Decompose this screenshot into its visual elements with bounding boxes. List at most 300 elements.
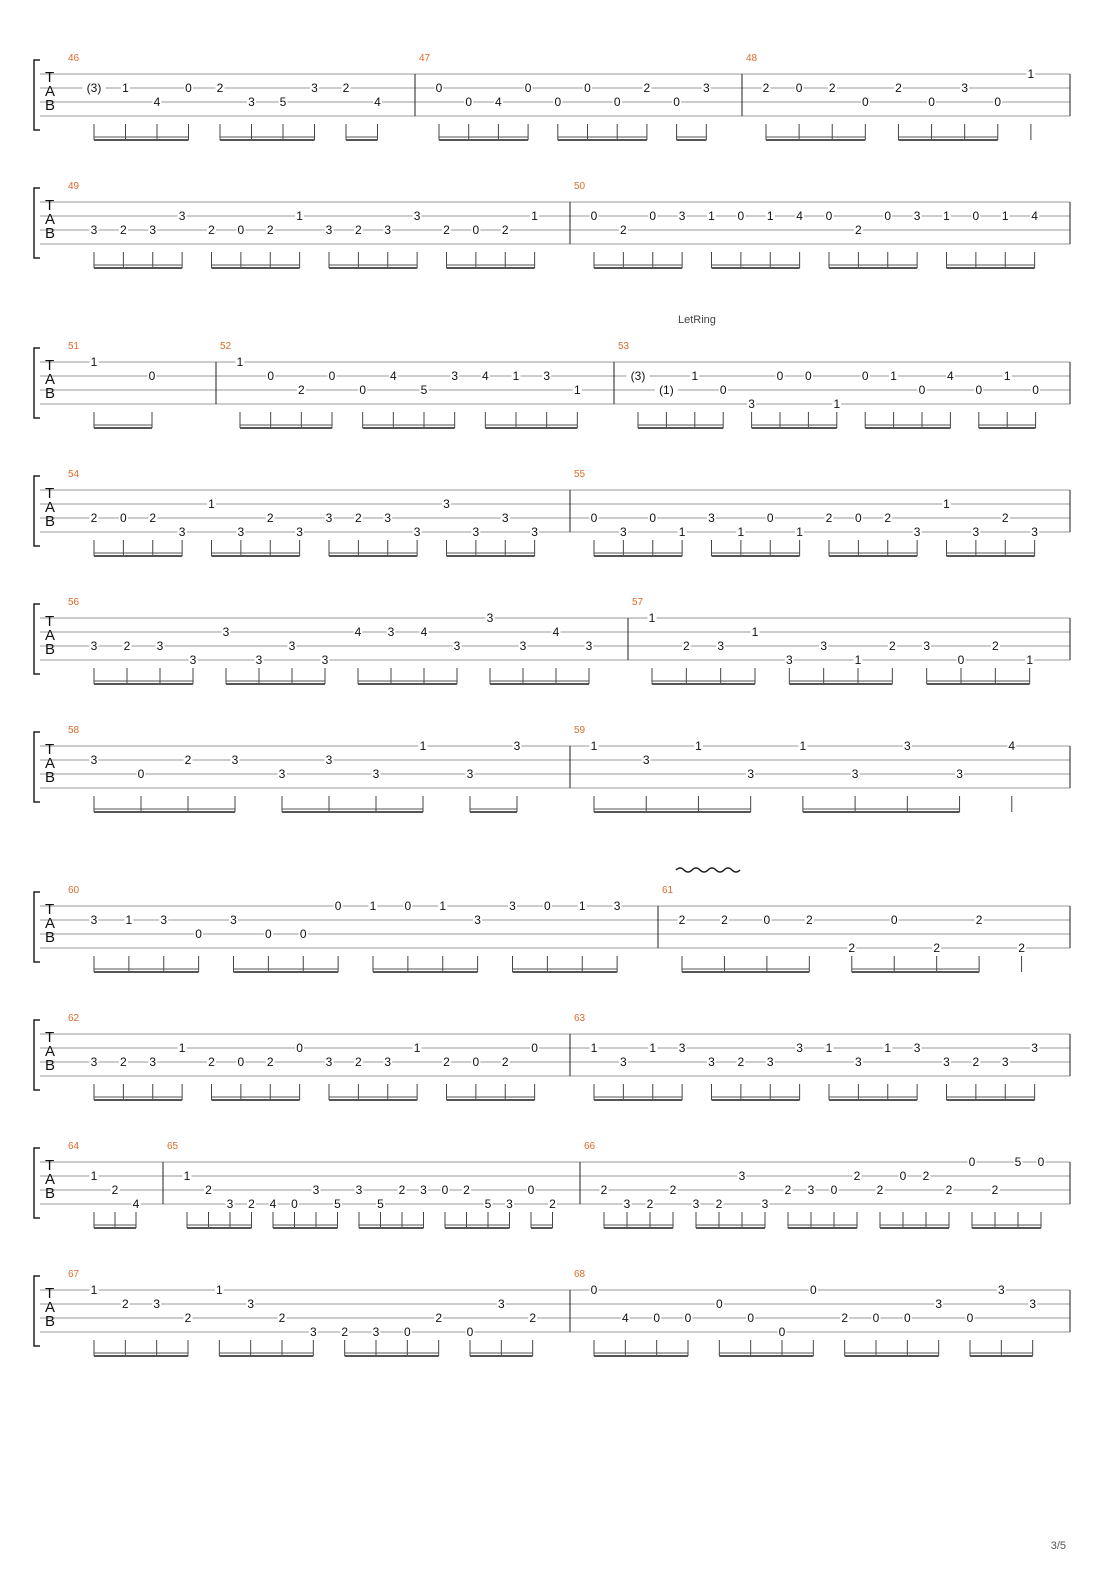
fret-note: 3: [325, 223, 333, 237]
fret-note: 0: [861, 95, 869, 109]
fret-note: 1: [799, 739, 807, 753]
measure-number: 54: [68, 469, 80, 480]
fret-note: 3: [231, 753, 239, 767]
tab-clef-letter: B: [45, 1185, 56, 1202]
tab-clef-letter: T: [45, 613, 55, 630]
fret-note: 4: [621, 1311, 629, 1325]
measure-number: 66: [584, 1141, 596, 1152]
fret-note: 2: [111, 1183, 119, 1197]
fret-note: 2: [463, 1183, 470, 1197]
page-number: 3/5: [1050, 1540, 1066, 1552]
fret-note: 3: [738, 1169, 746, 1183]
fret-note: (3): [86, 81, 102, 95]
fret-note: 1: [590, 1041, 598, 1055]
fret-note: 1: [573, 383, 581, 397]
fret-note: 3: [90, 1055, 98, 1069]
tab-clef-letter: B: [45, 225, 56, 242]
measure-number: 47: [419, 53, 431, 64]
fret-note: 3: [702, 81, 710, 95]
tab-clef-letter: T: [45, 1029, 55, 1046]
fret-note: 3: [384, 1055, 392, 1069]
fret-note: 2: [922, 1169, 930, 1183]
fret-note: 4: [796, 209, 803, 223]
fret-note: 0: [649, 511, 657, 525]
fret-note: 1: [413, 1041, 421, 1055]
fret-note: 0: [404, 899, 412, 913]
fret-note: 0: [918, 383, 926, 397]
fret-note: 3: [748, 397, 755, 411]
fret-note: 3: [486, 611, 494, 625]
measure: [574, 725, 1016, 812]
measure-number: 63: [574, 1013, 586, 1024]
fret-note: 3: [997, 1283, 1005, 1297]
fret-note: 2: [501, 223, 509, 237]
system-bracket: [34, 60, 40, 130]
fret-note: 3: [372, 767, 380, 781]
fret-note: 1: [691, 369, 699, 383]
fret-note: 0: [472, 1055, 480, 1069]
fret-note: 3: [807, 1183, 815, 1197]
fret-note: 4: [1031, 209, 1038, 223]
fret-note: 3: [325, 1055, 333, 1069]
fret-note: 2: [398, 1183, 406, 1197]
system-bracket: [34, 732, 40, 802]
fret-note: 2: [643, 81, 651, 95]
fret-note: 3: [312, 1183, 320, 1197]
fret-note: 2: [888, 639, 896, 653]
measure: [68, 725, 522, 812]
fret-note: 2: [208, 223, 215, 237]
measure: [584, 1141, 1046, 1228]
fret-note: 3: [956, 767, 963, 781]
fret-note: 3: [90, 223, 98, 237]
fret-note: 3: [747, 767, 755, 781]
fret-note: 1: [1026, 653, 1034, 667]
fret-note: (3): [630, 369, 646, 383]
fret-note: 3: [519, 639, 527, 653]
measure-number: 64: [68, 1141, 80, 1152]
tab-clef-letter: T: [45, 485, 55, 502]
fret-note: 0: [855, 511, 862, 525]
fret-note: 1: [178, 1041, 186, 1055]
system-bracket: [34, 1276, 40, 1346]
fret-note: 3: [288, 639, 296, 653]
fret-note: 2: [435, 1311, 443, 1325]
fret-note: 2: [991, 639, 999, 653]
fret-note: 3: [766, 1055, 774, 1069]
fret-note: 3: [296, 525, 303, 539]
fret-note: 3: [178, 525, 186, 539]
measure: [68, 1269, 537, 1356]
fret-note: 0: [544, 899, 551, 913]
tab-clef-letter: A: [45, 211, 56, 228]
fret-note: 0: [465, 95, 473, 109]
fret-note: 4: [947, 369, 954, 383]
fret-note: 1: [943, 209, 950, 223]
measure-number: 59: [574, 725, 586, 736]
fret-note: 0: [737, 209, 745, 223]
fret-note: 0: [466, 1325, 474, 1339]
fret-note: 2: [975, 913, 983, 927]
fret-note: 0: [328, 369, 336, 383]
fret-note: 2: [90, 511, 98, 525]
tab-clef-letter: A: [45, 1299, 56, 1316]
measure: [220, 341, 582, 428]
fret-note: 3: [913, 1041, 921, 1055]
tab-clef-letter: A: [45, 915, 56, 932]
tab-clef-letter: B: [45, 1057, 56, 1074]
fret-note: 1: [695, 739, 702, 753]
fret-note: 0: [1037, 1155, 1045, 1169]
fret-note: 0: [524, 81, 532, 95]
fret-note: 2: [123, 639, 131, 653]
fret-note: 0: [899, 1169, 907, 1183]
measure: [68, 341, 157, 428]
fret-note: 1: [90, 1283, 98, 1297]
fret-note: 2: [721, 913, 728, 927]
fret-note: 3: [466, 767, 474, 781]
fret-note: 0: [776, 369, 784, 383]
tab-system: [34, 885, 1070, 972]
fret-note: 3: [1001, 1055, 1009, 1069]
fret-note: 2: [549, 1197, 556, 1211]
fret-note: 3: [255, 653, 263, 667]
tab-system: [34, 597, 1070, 684]
fret-note: 0: [237, 223, 245, 237]
fret-note: 1: [766, 209, 774, 223]
fret-note: 0: [531, 1041, 538, 1055]
fret-note: 2: [841, 1311, 849, 1325]
fret-note: 0: [441, 1183, 449, 1197]
fret-note: 0: [334, 899, 342, 913]
fret-note: 4: [132, 1197, 140, 1211]
measure: [68, 597, 594, 684]
fret-note: 2: [266, 223, 274, 237]
tab-clef-letter: T: [45, 901, 55, 918]
fret-note: 3: [913, 209, 921, 223]
fret-note: 2: [341, 1325, 349, 1339]
fret-note: 0: [554, 95, 562, 109]
fret-note: 0: [590, 209, 598, 223]
fret-note: 3: [678, 1041, 686, 1055]
fret-note: 0: [584, 81, 591, 95]
fret-note: 0: [403, 1325, 411, 1339]
fret-note: 1: [708, 209, 715, 223]
fret-note: 3: [309, 1325, 317, 1339]
fret-note: 3: [160, 913, 168, 927]
fret-note: 1: [1027, 67, 1035, 81]
tab-clef-letter: B: [45, 385, 56, 402]
tab-clef-letter: B: [45, 1313, 56, 1330]
tab-clef-letter: B: [45, 929, 56, 946]
system-bracket: [34, 1020, 40, 1090]
fret-note: 3: [355, 1183, 363, 1197]
fret-note: 3: [178, 209, 186, 223]
fret-note: 4: [495, 95, 502, 109]
measure-number: 46: [68, 53, 80, 64]
system-bracket: [34, 348, 40, 418]
fret-note: 0: [673, 95, 680, 109]
tab-clef-letter: B: [45, 769, 56, 786]
measure-number: 55: [574, 469, 586, 480]
measure: [662, 885, 1026, 972]
measure-number: 48: [746, 53, 758, 64]
fret-note: 3: [248, 95, 255, 109]
fret-note: 3: [1029, 1297, 1037, 1311]
tab-clef-letter: A: [45, 83, 56, 100]
measure: [68, 1013, 539, 1100]
fret-note: 3: [387, 625, 395, 639]
fret-note: 0: [805, 369, 812, 383]
fret-note: 2: [945, 1183, 953, 1197]
fret-note: 2: [895, 81, 902, 95]
fret-note: 3: [413, 525, 421, 539]
fret-note: 3: [149, 1055, 157, 1069]
fret-note: 3: [474, 913, 481, 927]
fret-note: 2: [355, 223, 362, 237]
measure: [574, 1269, 1037, 1356]
system-bracket: [34, 604, 40, 674]
tab-clef-letter: A: [45, 371, 56, 388]
fret-note: 3: [325, 511, 333, 525]
system-bracket: [34, 188, 40, 258]
fret-note: 5: [484, 1197, 492, 1211]
fret-note: 2: [121, 1297, 129, 1311]
fret-note: 1: [737, 525, 745, 539]
fret-note: 0: [590, 511, 598, 525]
fret-note: 3: [943, 1055, 950, 1069]
measure: [618, 341, 1040, 428]
measure: [167, 1141, 557, 1228]
fret-note: 1: [578, 899, 586, 913]
fret-note: 1: [1003, 369, 1011, 383]
fret-note: 3: [226, 1197, 234, 1211]
tab-system: [34, 53, 1070, 140]
fret-note: 3: [149, 223, 157, 237]
tab-clef-letter: T: [45, 741, 55, 758]
fret-note: 3: [972, 525, 980, 539]
fret-note: 3: [1031, 1041, 1038, 1055]
fret-note: 3: [443, 497, 450, 511]
fret-note: 2: [646, 1197, 654, 1211]
measure-number: 57: [632, 597, 644, 608]
fret-note: 3: [506, 1197, 513, 1211]
fret-note: 0: [766, 511, 774, 525]
fret-note: 4: [389, 369, 397, 383]
fret-note: 3: [692, 1197, 700, 1211]
fret-note: 3: [509, 899, 516, 913]
fret-note: 1: [531, 209, 538, 223]
fret-note: 3: [311, 81, 318, 95]
fret-note: 0: [719, 383, 727, 397]
fret-note: 1: [884, 1041, 892, 1055]
tab-clef-letter: A: [45, 755, 56, 772]
fret-note: 1: [890, 369, 897, 383]
tab-clef-letter: T: [45, 69, 55, 86]
fret-note: 1: [825, 1041, 833, 1055]
fret-note: 3: [796, 1041, 803, 1055]
fret-note: 1: [943, 497, 950, 511]
fret-note: 0: [527, 1183, 535, 1197]
measure: [68, 181, 539, 268]
tab-system: [34, 341, 1070, 428]
fret-note: 2: [715, 1197, 723, 1211]
fret-note: 2: [266, 511, 274, 525]
fret-note: 3: [708, 1055, 715, 1069]
fret-note: 2: [355, 1055, 362, 1069]
fret-note: 1: [648, 611, 656, 625]
fret-note: 0: [890, 913, 898, 927]
measure: [68, 1141, 141, 1228]
fret-note: 3: [623, 1197, 631, 1211]
fret-note: 2: [784, 1183, 792, 1197]
measure-number: 62: [68, 1013, 80, 1024]
fret-note: 3: [90, 913, 98, 927]
fret-note: 4: [354, 625, 362, 639]
fret-note: 3: [531, 525, 538, 539]
fret-note: 0: [809, 1283, 817, 1297]
fret-note: 2: [825, 511, 833, 525]
fret-note: 3: [321, 653, 329, 667]
tab-system: [34, 469, 1070, 556]
fret-note: 3: [153, 1297, 161, 1311]
fret-note: 3: [851, 767, 859, 781]
measure-number: 52: [220, 341, 232, 352]
fret-note: 0: [649, 209, 657, 223]
fret-note: 1: [796, 525, 803, 539]
measure: [632, 597, 1034, 684]
fret-note: 0: [472, 223, 480, 237]
fret-note: 2: [120, 1055, 127, 1069]
fret-note: 1: [649, 1041, 657, 1055]
fret-note: 3: [717, 639, 725, 653]
fret-note: 1: [236, 355, 244, 369]
fret-note: 3: [935, 1297, 943, 1311]
system-bracket: [34, 1148, 40, 1218]
system-bracket: [34, 476, 40, 546]
fret-note: 4: [374, 95, 381, 109]
fret-note: 0: [435, 81, 443, 95]
fret-note: 4: [552, 625, 560, 639]
measure: [574, 181, 1039, 268]
fret-note: 3: [923, 639, 931, 653]
fret-note: 2: [355, 511, 362, 525]
fret-note: 2: [991, 1183, 999, 1197]
fret-note: 3: [497, 1297, 505, 1311]
tab-clef-letter: T: [45, 1285, 55, 1302]
fret-note: 3: [278, 767, 286, 781]
fret-note: 3: [613, 899, 621, 913]
fret-note: 2: [529, 1311, 537, 1325]
fret-note: 3: [472, 525, 480, 539]
fret-note: 5: [377, 1197, 384, 1211]
fret-note: 2: [1018, 941, 1025, 955]
fret-note: 3: [247, 1297, 255, 1311]
fret-note: 1: [296, 209, 303, 223]
fret-note: 0: [267, 369, 275, 383]
fret-note: 3: [384, 223, 392, 237]
fret-note: 1: [208, 497, 215, 511]
fret-note: 1: [419, 739, 427, 753]
fret-note: 3: [451, 369, 459, 383]
fret-note: 2: [933, 941, 941, 955]
fret-note: 3: [501, 511, 509, 525]
tab-clef-letter: T: [45, 357, 55, 374]
fret-note: 2: [884, 511, 892, 525]
let-ring-marker: LetRing: [678, 314, 716, 326]
fret-note: 0: [957, 653, 965, 667]
fret-note: 0: [590, 1283, 598, 1297]
tab-system: [34, 1013, 1070, 1100]
fret-note: 0: [795, 81, 803, 95]
fret-note: 0: [185, 81, 192, 95]
fret-note: 0: [359, 383, 367, 397]
fret-note: 1: [512, 369, 520, 383]
fret-note: 5: [279, 95, 287, 109]
tab-clef-letter: B: [45, 97, 56, 114]
fret-note: 0: [884, 209, 892, 223]
fret-note: 4: [269, 1197, 277, 1211]
tab-system: [34, 1269, 1070, 1356]
fret-note: 3: [855, 1055, 862, 1069]
fret-note: 2: [443, 223, 450, 237]
measure-number: 65: [167, 1141, 179, 1152]
fret-note: 3: [620, 1055, 627, 1069]
fret-note: 4: [153, 95, 161, 109]
tab-system: [34, 1141, 1070, 1228]
fret-note: 0: [872, 1311, 880, 1325]
fret-note: 2: [208, 1055, 215, 1069]
fret-note: 1: [215, 1283, 223, 1297]
fret-note: 2: [805, 913, 813, 927]
fret-note: 3: [1031, 525, 1038, 539]
fret-note: 0: [195, 927, 202, 941]
fret-note: 2: [853, 1169, 861, 1183]
fret-note: 2: [600, 1183, 608, 1197]
measure: [419, 53, 711, 140]
tab-system: [34, 181, 1070, 268]
measure-number: 50: [574, 181, 586, 192]
fret-note: 3: [642, 753, 650, 767]
fret-note: 0: [966, 1311, 974, 1325]
fret-note: 3: [453, 639, 461, 653]
fret-note: 2: [501, 1055, 509, 1069]
fret-note: 1: [1001, 209, 1009, 223]
fret-note: 1: [122, 81, 129, 95]
measure-number: 61: [662, 885, 674, 896]
fret-note: 3: [90, 639, 98, 653]
measure: [68, 53, 382, 140]
fret-note: 3: [585, 639, 593, 653]
system-bracket: [34, 892, 40, 962]
fret-note: 0: [148, 369, 156, 383]
measure: [746, 53, 1035, 140]
fret-note: 3: [961, 81, 969, 95]
measure-number: 56: [68, 597, 80, 608]
fret-note: 2: [737, 1055, 745, 1069]
fret-note: 2: [678, 913, 686, 927]
fret-note: 0: [265, 927, 272, 941]
fret-note: 4: [1008, 739, 1016, 753]
fret-note: 0: [928, 95, 935, 109]
fret-note: 2: [149, 511, 157, 525]
fret-note: 5: [420, 383, 428, 397]
fret-note: 1: [854, 653, 862, 667]
fret-note: 0: [830, 1183, 838, 1197]
vibrato-mark: [676, 868, 740, 872]
fret-note: 3: [761, 1197, 769, 1211]
measure: [574, 1013, 1039, 1100]
